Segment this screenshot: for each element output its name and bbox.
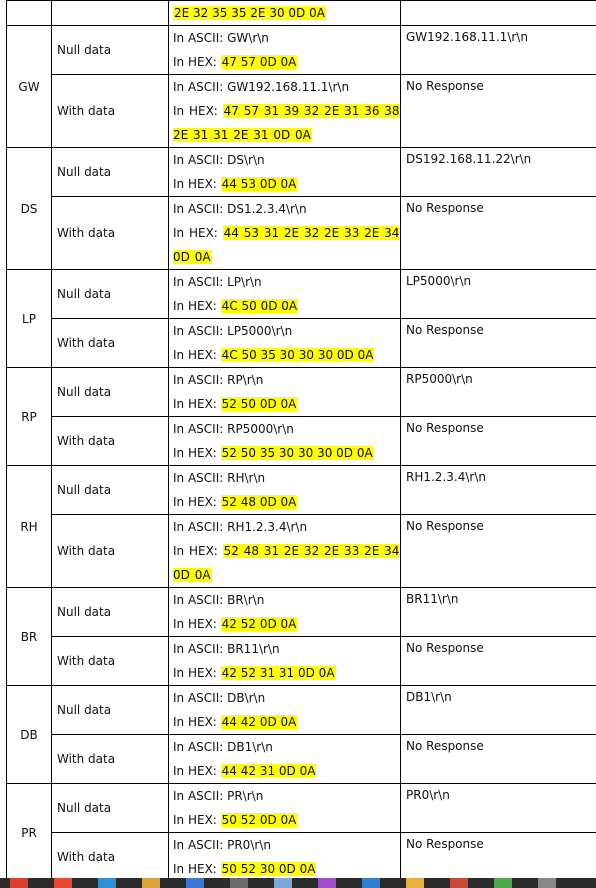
ascii-line bbox=[173, 75, 400, 99]
hex-highlight: 52 50 35 30 30 30 0D 0A bbox=[221, 446, 373, 460]
response-value: PR0\r\n bbox=[406, 788, 450, 802]
response-value: No Response bbox=[406, 201, 484, 215]
hex-line bbox=[173, 172, 400, 196]
response-cell bbox=[401, 735, 596, 784]
response-cell bbox=[401, 637, 596, 686]
hex-highlight: 44 42 0D 0A bbox=[221, 715, 297, 729]
data-type-label: With data bbox=[57, 752, 116, 766]
hex-highlight: 44 53 0D 0A bbox=[221, 177, 297, 191]
command-name: RH bbox=[20, 519, 38, 534]
response-value: GW192.168.11.1\r\n bbox=[406, 30, 528, 44]
taskbar-icon[interactable] bbox=[54, 878, 72, 888]
ascii-prefix: In ASCII: bbox=[173, 740, 228, 754]
cmd-cell-partial bbox=[7, 1, 52, 26]
response-value: DB1\r\n bbox=[406, 690, 452, 704]
request-cell bbox=[169, 637, 401, 686]
ascii-line bbox=[173, 319, 400, 343]
type-cell-partial bbox=[52, 1, 169, 26]
ascii-line bbox=[173, 148, 400, 172]
data-type-label: With data bbox=[57, 544, 116, 558]
hex-line bbox=[173, 490, 400, 514]
response-cell bbox=[401, 75, 596, 148]
ascii-prefix: In ASCII: bbox=[173, 202, 228, 216]
ascii-prefix: In ASCII: bbox=[173, 275, 228, 289]
data-type-label: With data bbox=[57, 850, 116, 864]
command-name: DS bbox=[20, 201, 38, 216]
hex-line bbox=[173, 808, 400, 832]
data-type-cell bbox=[52, 588, 169, 637]
command-cell bbox=[7, 466, 52, 588]
data-type-cell bbox=[52, 784, 169, 833]
ascii-prefix: In ASCII: bbox=[173, 520, 228, 534]
response-value: No Response bbox=[406, 519, 484, 533]
hex-highlight: 44 42 31 0D 0A bbox=[221, 764, 316, 778]
ascii-prefix: In ASCII: bbox=[173, 80, 228, 94]
ascii-line bbox=[173, 270, 400, 294]
response-cell bbox=[401, 197, 596, 270]
data-type-label: Null data bbox=[57, 43, 112, 57]
hex-highlight: 50 52 30 0D 0A bbox=[221, 862, 316, 876]
hex-highlight: 52 48 31 2E 32 2E 33 2E 34 0D 0A bbox=[173, 544, 400, 582]
command-cell bbox=[7, 784, 52, 882]
request-cell bbox=[169, 784, 401, 833]
ascii-value: GW\r\n bbox=[227, 31, 269, 45]
hex-line bbox=[173, 343, 400, 367]
hex-prefix: In HEX: bbox=[173, 104, 223, 118]
ascii-line bbox=[173, 784, 400, 808]
hex-highlight: 4C 50 35 30 30 30 0D 0A bbox=[221, 348, 374, 362]
hex-highlight: 42 52 0D 0A bbox=[221, 617, 297, 631]
ascii-prefix: In ASCII: bbox=[173, 422, 228, 436]
ascii-line bbox=[173, 637, 400, 661]
data-type-label: Null data bbox=[57, 703, 112, 717]
request-cell bbox=[169, 735, 401, 784]
request-cell bbox=[169, 515, 401, 588]
ascii-prefix: In ASCII: bbox=[173, 642, 228, 656]
request-cell bbox=[169, 417, 401, 466]
response-cell bbox=[401, 466, 596, 515]
command-cell bbox=[7, 270, 52, 368]
response-value: No Response bbox=[406, 421, 484, 435]
data-type-label: Null data bbox=[57, 385, 112, 399]
ascii-value: PR\r\n bbox=[227, 789, 264, 803]
hex-prefix: In HEX: bbox=[173, 813, 221, 827]
request-cell bbox=[169, 368, 401, 417]
ascii-value: LP5000\r\n bbox=[227, 324, 293, 338]
response-value: No Response bbox=[406, 837, 484, 851]
hex-prefix: In HEX: bbox=[173, 226, 223, 240]
ascii-value: RP\r\n bbox=[227, 373, 264, 387]
taskbar-icon[interactable] bbox=[406, 878, 424, 888]
request-cell bbox=[169, 75, 401, 148]
hex-line bbox=[173, 612, 400, 636]
data-type-cell bbox=[52, 319, 169, 368]
hex-prefix: In HEX: bbox=[173, 397, 221, 411]
ascii-value: RH\r\n bbox=[227, 471, 266, 485]
taskbar-strip bbox=[0, 878, 596, 888]
data-type-cell bbox=[52, 417, 169, 466]
table-row bbox=[7, 368, 596, 417]
ascii-line bbox=[173, 588, 400, 612]
response-value: No Response bbox=[406, 323, 484, 337]
request-cell bbox=[169, 588, 401, 637]
hex-line bbox=[173, 221, 400, 269]
ascii-prefix: In ASCII: bbox=[173, 153, 228, 167]
data-type-label: Null data bbox=[57, 605, 112, 619]
hex-highlight: 52 50 0D 0A bbox=[221, 397, 297, 411]
hex-prefix: In HEX: bbox=[173, 715, 221, 729]
hex-line bbox=[173, 539, 400, 587]
hex-line bbox=[173, 759, 400, 783]
hex-prefix: In HEX: bbox=[173, 55, 221, 69]
table-row bbox=[7, 270, 596, 319]
ascii-value: PR0\r\n bbox=[227, 838, 271, 852]
taskbar-icon[interactable] bbox=[142, 878, 160, 888]
hex-line bbox=[173, 661, 400, 685]
command-name: GW bbox=[18, 79, 40, 94]
hex-highlight: 44 53 31 2E 32 2E 33 2E 34 0D 0A bbox=[173, 226, 400, 264]
hex-line bbox=[173, 294, 400, 318]
hex-prefix: In HEX: bbox=[173, 495, 221, 509]
taskbar-icon[interactable] bbox=[98, 878, 116, 888]
ascii-value: LP\r\n bbox=[227, 275, 262, 289]
command-name: BR bbox=[20, 629, 38, 644]
hex-line bbox=[173, 710, 400, 734]
data-type-label: Null data bbox=[57, 483, 112, 497]
data-type-cell bbox=[52, 466, 169, 515]
data-type-cell bbox=[52, 686, 169, 735]
hex-prefix: In HEX: bbox=[173, 177, 221, 191]
hex-prefix: In HEX: bbox=[173, 666, 221, 680]
table-row bbox=[7, 833, 596, 882]
data-type-cell bbox=[52, 197, 169, 270]
table-row bbox=[7, 686, 596, 735]
table-row bbox=[7, 588, 596, 637]
data-type-label: With data bbox=[57, 336, 116, 350]
hex-highlight: 4C 50 0D 0A bbox=[221, 299, 298, 313]
hex-line bbox=[173, 50, 400, 74]
ascii-value: DS\r\n bbox=[227, 153, 265, 167]
hex-highlight: 2E 32 35 35 2E 30 0D 0A bbox=[174, 6, 325, 20]
table-row bbox=[7, 466, 596, 515]
command-table-body bbox=[7, 1, 596, 882]
response-cell bbox=[401, 368, 596, 417]
response-cell-partial bbox=[401, 1, 596, 26]
response-cell bbox=[401, 417, 596, 466]
response-cell bbox=[401, 686, 596, 735]
ascii-value: DS1.2.3.4\r\n bbox=[227, 202, 307, 216]
command-cell bbox=[7, 368, 52, 466]
data-type-cell bbox=[52, 735, 169, 784]
data-type-cell bbox=[52, 270, 169, 319]
hex-prefix: In HEX: bbox=[173, 299, 221, 313]
ascii-prefix: In ASCII: bbox=[173, 838, 228, 852]
ascii-prefix: In ASCII: bbox=[173, 324, 228, 338]
data-type-label: Null data bbox=[57, 801, 112, 815]
taskbar-icon[interactable] bbox=[494, 878, 512, 888]
hex-line bbox=[173, 441, 400, 465]
ascii-line bbox=[173, 368, 400, 392]
hex-line bbox=[173, 99, 400, 147]
data-type-cell bbox=[52, 26, 169, 75]
taskbar-icon[interactable] bbox=[450, 878, 468, 888]
data-type-label: With data bbox=[57, 654, 116, 668]
ascii-prefix: In ASCII: bbox=[173, 593, 228, 607]
hex-prefix: In HEX: bbox=[173, 862, 221, 876]
hex-highlight: 50 52 0D 0A bbox=[221, 813, 297, 827]
table-row bbox=[7, 319, 596, 368]
ascii-prefix: In ASCII: bbox=[173, 31, 228, 45]
command-cell bbox=[7, 26, 52, 148]
table-row bbox=[7, 75, 596, 148]
response-cell bbox=[401, 148, 596, 197]
ascii-prefix: In ASCII: bbox=[173, 373, 228, 387]
ascii-prefix: In ASCII: bbox=[173, 789, 228, 803]
table-row bbox=[7, 148, 596, 197]
ascii-prefix: In ASCII: bbox=[173, 691, 228, 705]
response-value: No Response bbox=[406, 79, 484, 93]
hex-prefix: In HEX: bbox=[173, 764, 221, 778]
hex-highlight: 47 57 31 39 32 2E 31 36 38 2E 31 31 2E 31 0D 0A bbox=[173, 104, 400, 142]
response-value: RP5000\r\n bbox=[406, 372, 473, 386]
ascii-line bbox=[173, 686, 400, 710]
data-type-label: Null data bbox=[57, 165, 112, 179]
request-cell bbox=[169, 833, 401, 882]
table-row bbox=[7, 784, 596, 833]
command-cell bbox=[7, 588, 52, 686]
table-row bbox=[7, 515, 596, 588]
request-cell bbox=[169, 26, 401, 75]
command-cell bbox=[7, 686, 52, 784]
request-cell bbox=[169, 319, 401, 368]
command-table bbox=[6, 0, 596, 882]
response-cell bbox=[401, 270, 596, 319]
response-cell bbox=[401, 319, 596, 368]
ascii-value: DB\r\n bbox=[227, 691, 266, 705]
taskbar-icon[interactable] bbox=[274, 878, 292, 888]
response-cell bbox=[401, 588, 596, 637]
ascii-line bbox=[173, 197, 400, 221]
response-value: No Response bbox=[406, 739, 484, 753]
command-name: PR bbox=[21, 825, 37, 840]
response-cell bbox=[401, 784, 596, 833]
table-row bbox=[7, 417, 596, 466]
taskbar-icon[interactable] bbox=[230, 878, 248, 888]
hex-highlight: 42 52 31 31 0D 0A bbox=[221, 666, 335, 680]
data-type-label: With data bbox=[57, 226, 116, 240]
command-name: LP bbox=[22, 311, 36, 326]
table-row bbox=[7, 637, 596, 686]
table-row-partial bbox=[7, 1, 596, 26]
command-cell bbox=[7, 148, 52, 270]
ascii-prefix: In ASCII: bbox=[173, 471, 228, 485]
ascii-value: BR\r\n bbox=[227, 593, 265, 607]
response-cell bbox=[401, 833, 596, 882]
taskbar-icon[interactable] bbox=[362, 878, 380, 888]
request-cell bbox=[169, 270, 401, 319]
ascii-value: DB1\r\n bbox=[227, 740, 273, 754]
response-value: LP5000\r\n bbox=[406, 274, 472, 288]
response-value: No Response bbox=[406, 641, 484, 655]
taskbar-icon[interactable] bbox=[538, 878, 556, 888]
response-value: RH1.2.3.4\r\n bbox=[406, 470, 486, 484]
data-type-cell bbox=[52, 637, 169, 686]
data-type-cell bbox=[52, 75, 169, 148]
hex-highlight: 47 57 0D 0A bbox=[221, 55, 297, 69]
command-name: RP bbox=[21, 409, 37, 424]
table-row bbox=[7, 26, 596, 75]
hex-prefix: In HEX: bbox=[173, 617, 221, 631]
request-cell bbox=[169, 197, 401, 270]
response-cell bbox=[401, 26, 596, 75]
taskbar-icon[interactable] bbox=[186, 878, 204, 888]
hex-prefix: In HEX: bbox=[173, 446, 221, 460]
data-cell-partial bbox=[169, 1, 401, 26]
request-cell bbox=[169, 148, 401, 197]
data-type-cell bbox=[52, 368, 169, 417]
ascii-line bbox=[173, 26, 400, 50]
table-row bbox=[7, 735, 596, 784]
hex-prefix: In HEX: bbox=[173, 544, 223, 558]
taskbar-icon[interactable] bbox=[318, 878, 336, 888]
ascii-line bbox=[173, 417, 400, 441]
hex-prefix: In HEX: bbox=[173, 348, 221, 362]
taskbar-icon[interactable] bbox=[10, 878, 28, 888]
data-type-cell bbox=[52, 515, 169, 588]
response-value: BR11\r\n bbox=[406, 592, 459, 606]
request-cell bbox=[169, 686, 401, 735]
data-type-label: With data bbox=[57, 104, 116, 118]
ascii-line bbox=[173, 833, 400, 857]
response-cell bbox=[401, 515, 596, 588]
ascii-line bbox=[173, 515, 400, 539]
ascii-value: RH1.2.3.4\r\n bbox=[227, 520, 308, 534]
data-type-label: Null data bbox=[57, 287, 112, 301]
ascii-value: BR11\r\n bbox=[227, 642, 280, 656]
hex-highlight: 52 48 0D 0A bbox=[221, 495, 297, 509]
ascii-value: GW192.168.11.1\r\n bbox=[227, 80, 350, 94]
ascii-value: RP5000\r\n bbox=[227, 422, 294, 436]
table-row bbox=[7, 197, 596, 270]
data-type-cell bbox=[52, 148, 169, 197]
hex-line bbox=[173, 392, 400, 416]
ascii-line bbox=[173, 466, 400, 490]
request-cell bbox=[169, 466, 401, 515]
command-name: DB bbox=[20, 727, 38, 742]
data-type-label: With data bbox=[57, 434, 116, 448]
data-type-cell bbox=[52, 833, 169, 882]
response-value: DS192.168.11.22\r\n bbox=[406, 152, 532, 166]
ascii-line bbox=[173, 735, 400, 759]
